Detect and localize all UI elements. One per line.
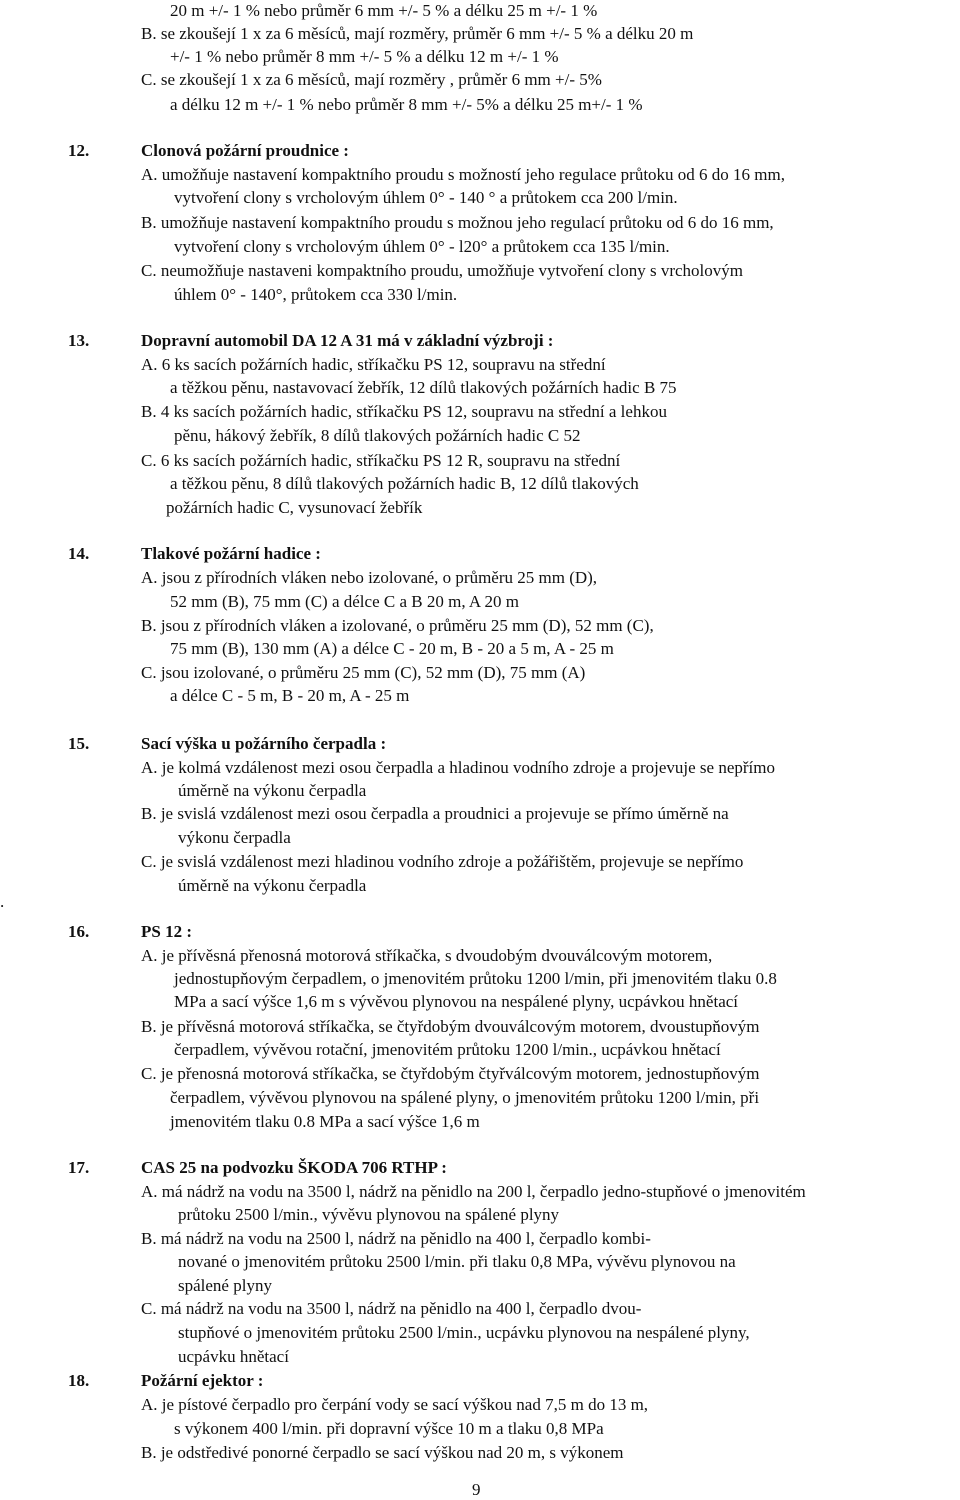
- answer-line: C. je přenosná motorová stříkačka, se čtyřdobým čtyřválcovým motorem, jednostupňovým: [141, 1064, 760, 1083]
- question-title: PS 12 :: [141, 922, 192, 941]
- question-title: Tlakové požární hadice :: [141, 544, 321, 563]
- answer-line: vytvoření clony s vrcholovým úhlem 0° - 140 ° a průtokem cca 200 l/min.: [174, 188, 678, 207]
- question-number: 14.: [68, 544, 90, 563]
- answer-line: požárních hadic C, vysunovací žebřík: [166, 498, 423, 517]
- answer-line: B. je přívěsná motorová stříkačka, se čtyřdobým dvouválcovým motorem, dvoustupňovým: [141, 1017, 760, 1036]
- question-number: 13.: [68, 331, 90, 350]
- answer-line: pěnu, hákový žebřík, 8 dílů tlakových požárních hadic C 52: [174, 426, 581, 445]
- answer-line: C. 6 ks sacích požárních hadic, stříkačku PS 12 R, soupravu na střední: [141, 451, 621, 470]
- answer-line: A. umožňuje nastavení kompaktního proudu s možností jeho regulace průtoku od 6 do 16 mm,: [141, 165, 785, 184]
- answer-line: nované o jmenovitém průtoku 2500 l/min. při tlaku 0,8 MPa, vývěvu plynovou na: [178, 1252, 736, 1271]
- answer-line: MPa a sací výšce 1,6 m s vývěvou plynovou na nespálené plyny, ucpávkou hnětací: [174, 992, 739, 1011]
- answer-line: A. jsou z přírodních vláken nebo izolované, o průměru 25 mm (D),: [141, 568, 598, 587]
- answer-line: stupňové o jmenovitém průtoku 2500 l/min., ucpávku plynovou na nespálené plyny,: [178, 1323, 750, 1342]
- answer-line: A. 6 ks sacích požárních hadic, stříkačku PS 12, soupravu na střední: [141, 355, 606, 374]
- answer-line: a těžkou pěnu, nastavovací žebřík, 12 dílů tlakových požárních hadic B 75: [170, 378, 677, 397]
- answer-line: C. je svislá vzdálenost mezi hladinou vodního zdroje a požářištěm, projevuje se nepřímo: [141, 852, 744, 871]
- answer-line: čerpadlem, vývěvou rotační, jmenovitém průtoku 1200 l/min., ucpávkou hnětací: [174, 1040, 721, 1059]
- answer-line: B. má nádrž na vodu na 2500 l, nádrž na pěnidlo na 400 l, čerpadlo kombi-: [141, 1229, 651, 1248]
- answer-line: B. 4 ks sacích požárních hadic, stříkačku PS 12, soupravu na střední a lehkou: [141, 402, 667, 421]
- answer-line: výkonu čerpadla: [178, 828, 291, 847]
- answer-line: 52 mm (B), 75 mm (C) a délce C a B 20 m, A 20 m: [170, 592, 519, 611]
- answer-line: B. umožňuje nastavení kompaktního proudu s možnou jeho regulací průtoku od 6 do 16 mm,: [141, 213, 774, 232]
- text-line: 20 m +/- 1 % nebo průměr 6 mm +/- 5 % a délku 25 m +/- 1 %: [170, 1, 598, 20]
- text-line: a délku 12 m +/- 1 % nebo průměr 8 mm +/- 5% a délku 25 m+/- 1 %: [170, 95, 643, 114]
- answer-line: jmenovitém tlaku 0.8 MPa a sací výšce 1,6 m: [170, 1112, 480, 1131]
- answer-line: průtoku 2500 l/min., vývěvu plynovou na spálené plyny: [178, 1205, 560, 1224]
- question-number: 16.: [68, 922, 90, 941]
- question-number: 17.: [68, 1158, 90, 1177]
- text-line: C. se zkoušejí 1 x za 6 měsíců, mají rozměry , průměr 6 mm +/- 5%: [141, 70, 602, 89]
- answer-line: s výkonem 400 l/min. při dopravní výšce 10 m a tlaku 0,8 MPa: [174, 1419, 604, 1438]
- answer-line: A. má nádrž na vodu na 3500 l, nádrž na pěnidlo na 200 l, čerpadlo jedno-stupňové o jmenovitém: [141, 1182, 806, 1201]
- answer-line: spálené plyny: [178, 1276, 272, 1295]
- text-line: B. se zkoušejí 1 x za 6 měsíců, mají rozměry, průměr 6 mm +/- 5 % a délku 20 m: [141, 24, 694, 43]
- question-number: 18.: [68, 1371, 90, 1390]
- question-number: 15.: [68, 734, 90, 753]
- answer-line: C. neumožňuje nastaveni kompaktního proudu, umožňuje vytvoření clony s vrcholovým: [141, 261, 743, 280]
- answer-line: B. jsou z přírodních vláken a izolované, o průměru 25 mm (D), 52 mm (C),: [141, 616, 654, 635]
- answer-line: A. je kolmá vzdálenost mezi osou čerpadla a hladinou vodního zdroje a projevuje se nepřímo: [141, 758, 775, 777]
- answer-line: A. je pístové čerpadlo pro čerpání vody se sací výškou nad 7,5 m do 13 m,: [141, 1395, 649, 1414]
- answer-line: čerpadlem, vývěvou plynovou na spálené plyny, o jmenovitém průtoku 1200 l/min, při: [170, 1088, 760, 1107]
- answer-line: jednostupňovým čerpadlem, o jmenovitém průtoku 1200 l/min, při jmenovitém tlaku 0.8: [174, 969, 777, 988]
- answer-line: 75 mm (B), 130 mm (A) a délce C - 20 m, B - 20 a 5 m, A - 25 m: [170, 639, 614, 658]
- answer-line: a těžkou pěnu, 8 dílů tlakových požárních hadic B, 12 dílů tlakových: [170, 474, 639, 493]
- question-title: Požární ejektor :: [141, 1371, 264, 1390]
- answer-line: C. má nádrž na vodu na 3500 l, nádrž na pěnidlo na 400 l, čerpadlo dvou-: [141, 1299, 642, 1318]
- answer-line: vytvoření clony s vrcholovým úhlem 0° - l20° a průtokem cca 135 l/min.: [174, 237, 670, 256]
- answer-line: A. je přívěsná přenosná motorová stříkačka, s dvoudobým dvouválcovým motorem,: [141, 946, 713, 965]
- answer-line: C. jsou izolované, o průměru 25 mm (C), 52 mm (D), 75 mm (A): [141, 663, 586, 682]
- answer-line: úhlem 0° - 140°, průtokem cca 330 l/min.: [174, 285, 458, 304]
- answer-line: B. je svislá vzdálenost mezi osou čerpadla a proudnici a projevuje se přímo úměrně na: [141, 804, 729, 823]
- question-title: Dopravní automobil DA 12 A 31 má v základní výzbroji :: [141, 331, 554, 350]
- question-number: 12.: [68, 141, 90, 160]
- answer-line: B. je odstředivé ponorné čerpadlo se sací výškou nad 20 m, s výkonem: [141, 1443, 624, 1462]
- question-title: Clonová požární proudnice :: [141, 141, 349, 160]
- margin-mark: .: [0, 892, 5, 911]
- question-title: CAS 25 na podvozku ŠKODA 706 RTHP :: [141, 1158, 447, 1177]
- text-line: +/- 1 % nebo průměr 8 mm +/- 5 % a délku 12 m +/- 1 %: [170, 47, 559, 66]
- answer-line: úměrně na výkonu čerpadla: [178, 876, 367, 895]
- answer-line: úměrně na výkonu čerpadla: [178, 781, 367, 800]
- question-title: Sací výška u požárního čerpadla :: [141, 734, 387, 753]
- page-number: 9: [472, 1480, 481, 1499]
- answer-line: a délce C - 5 m, B - 20 m, A - 25 m: [170, 686, 410, 705]
- answer-line: ucpávku hnětací: [178, 1347, 289, 1366]
